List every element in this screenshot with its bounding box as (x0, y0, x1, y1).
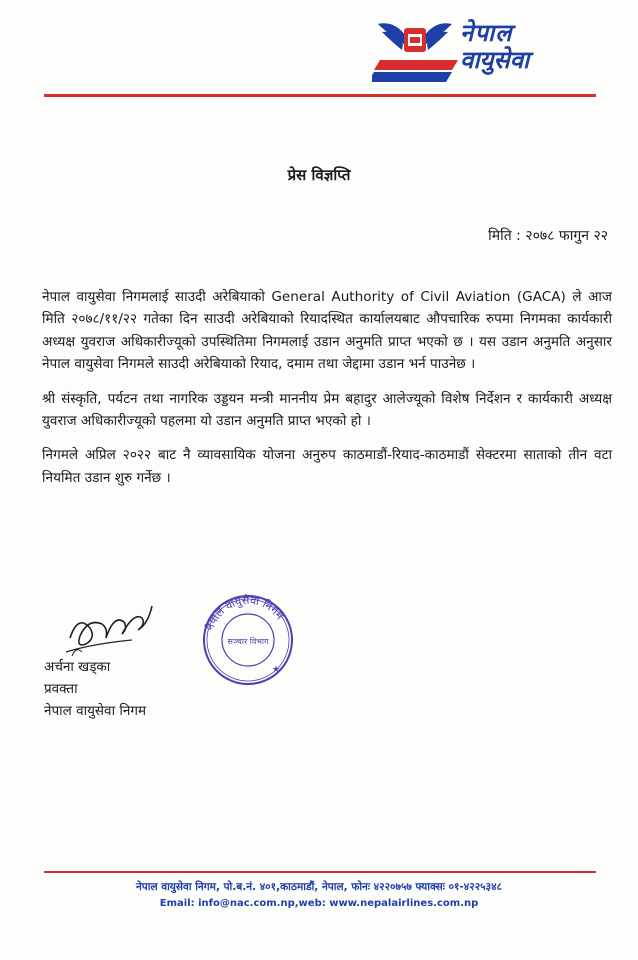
svg-text:नेपाल वायुसेवा निगम (204, 594, 287, 632)
signatory-name: अर्चना खड्का (44, 659, 111, 675)
document-title: प्रेस विज्ञप्ति (287, 166, 351, 184)
logo-line-2: वायुसेवा (460, 46, 530, 74)
logo-wordmark (460, 18, 529, 74)
seal-outer-text: नेपाल वायुसेवा निगम (203, 593, 287, 633)
signatory-role: प्रवक्ता (44, 681, 78, 697)
signatory-organization: नेपाल वायुसेवा निगम (44, 703, 147, 719)
footer-divider (44, 871, 596, 873)
paragraph-3: निगमले अप्रिल २०२२ बाट नै व्यावसायिक योजना अनुरुप काठमाडौं-रियाद-काठमाडौं सेक्टरमा साताको तीन वटा नियमित उडान शुरु गर्नेछ । (42, 447, 612, 486)
paragraph-1: नेपाल वायुसेवा निगमलाई साउदी अरेबियाको General Authority of Civil Aviation (GACA) ले आज मिति २०७८/११/२२ गतेका दिन साउदी अरेबियाको रियादस्थित कार्यालयबाट औपचारिक रुपमा निगमका कार्यकारी अध्यक्ष युवराज अधिकारीज्यूको उपस्थितिमा निगमलाई उडान अनुमति प्राप्त भएको छ । यस उडान अनुमति अनुसार नेपाल वायुसेवा निगमले साउदी अरेबियाको रियाद, दमाम तथा जेद्दामा उडान भर्न पाउनेछ । (42, 289, 612, 373)
seal-inner-text: सञ्चार विभाग (227, 637, 269, 646)
document-date: मिति : २०७८ फागुन २२ (488, 228, 608, 244)
footer-contact: Email: info@nac.com.np,web: www.nepalairlines.com.np (159, 898, 479, 909)
airline-emblem-icon (372, 14, 458, 84)
document-body (42, 286, 612, 501)
header-divider (44, 94, 596, 97)
seal-star-icon: ★ (272, 665, 281, 675)
handwritten-signature (62, 594, 162, 662)
nepal-airlines-logo (372, 14, 592, 90)
footer-address: नेपाल वायुसेवा निगम, पो.ब.नं. ४०१,काठमाडौं, नेपाल, फोनः ४२२०७५७ फ्याक्सः ०१-४२२५३४८ (135, 881, 503, 893)
signatory-block (44, 656, 146, 722)
paragraph-2: श्री संस्कृति, पर्यटन तथा नागरिक उड्डयन मन्त्री माननीय प्रेम बहादुर आलेज्यूको विशेष निर्देशन र कार्यकारी अध्यक्ष युवराज अधिकारीज्यूको पहलमा यो उडान अनुमति प्राप्त भएको हो । (42, 390, 612, 430)
official-seal (200, 592, 296, 692)
logo-line-1: नेपाल (460, 19, 513, 47)
